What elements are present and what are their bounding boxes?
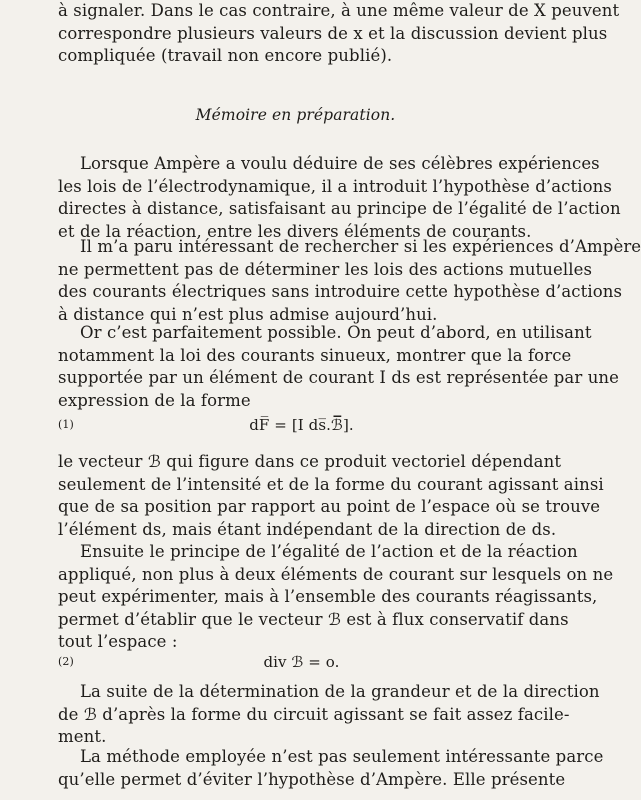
text-line: La suite de la détermination de la grandeur et de la direction — [80, 682, 600, 701]
text-line: ne permettent pas de déterminer les lois des actions mutuelles — [58, 259, 593, 279]
equation-number: (1) — [58, 418, 74, 431]
text-line: supportée par un élément de courant I ds est représentée par une — [58, 368, 620, 387]
equation-1 — [58, 414, 545, 436]
text-line: qu’elle permet d’éviter l’hypothèse d’Ampère. Elle présente — [58, 769, 566, 789]
text-line: La méthode employée n’est pas seulement intéressante parce — [80, 747, 604, 766]
text-line: expression de la forme — [58, 390, 251, 410]
text-line: permet d’établir que le vecteur ℬ est à flux conservatif dans — [58, 609, 569, 629]
paragraph-7 — [58, 746, 604, 791]
text-line: Lorsque Ampère a voulu déduire de ses célèbres expériences — [80, 154, 600, 173]
equation-body: div ℬ = o. — [263, 653, 340, 671]
equation-number: (2) — [58, 655, 74, 668]
text-line: Il m’a paru intéressant de rechercher si les expériences d’Ampère — [80, 237, 641, 256]
text-line: ment. — [58, 727, 107, 746]
equation-body: dF̅ = [I ds̅.ℬ̅]. — [249, 416, 354, 434]
text-line: correspondre plusieurs valeurs de x et la discussion devient plus — [58, 23, 608, 43]
paragraph-3 — [58, 322, 620, 412]
paragraph-5 — [58, 541, 614, 654]
text-line: des courants électriques sans introduire cette hypothèse d’actions — [58, 282, 623, 301]
section-heading: Mémoire en préparation. — [195, 106, 396, 124]
text-line: à distance qui n’est plus admise aujourd’hui. — [58, 304, 438, 324]
text-line: Or c’est parfaitement possible. On peut d’abord, en utilisant — [80, 323, 592, 342]
text-line: l’élément ds, mais étant indépendant de la direction de ds. — [58, 519, 557, 539]
text-line: Ensuite le principe de l’égalité de l’action et de la réaction — [80, 542, 578, 561]
equation-2 — [58, 651, 545, 673]
text-line: notamment la loi des courants sinueux, montrer que la force — [58, 345, 572, 365]
text-line: à signaler. Dans le cas contraire, à une même valeur de X peuvent — [58, 1, 620, 20]
text-line: que de sa position par rapport au point de l’espace où se trouve — [58, 497, 601, 516]
paragraph-6 — [58, 681, 600, 749]
text-line: appliqué, non plus à deux éléments de courant sur lesquels on ne — [58, 564, 614, 584]
paragraph-1 — [58, 153, 621, 243]
text-line: de ℬ d’après la forme du circuit agissant se fait assez facile- — [58, 704, 570, 724]
text-line: et de la réaction, entre les divers éléments de courants. — [58, 221, 532, 241]
text-line: compliquée (travail non encore publié). — [58, 46, 393, 65]
text-line: directes à distance, satisfaisant au principe de l’égalité de l’action — [58, 199, 621, 218]
text-line: peut expérimenter, mais à l’ensemble des courants réagissants, — [58, 587, 598, 606]
paragraph-4 — [58, 451, 604, 541]
text-line: tout l’espace : — [58, 632, 178, 651]
text-line: le vecteur ℬ qui figure dans ce produit vectoriel dépendant — [58, 452, 562, 471]
opening-paragraph — [58, 0, 620, 68]
paragraph-2 — [58, 236, 641, 326]
text-line: seulement de l’intensité et de la forme du courant agissant ainsi — [58, 474, 604, 494]
text-line: les lois de l’électrodynamique, il a introduit l’hypothèse d’actions — [58, 176, 612, 196]
